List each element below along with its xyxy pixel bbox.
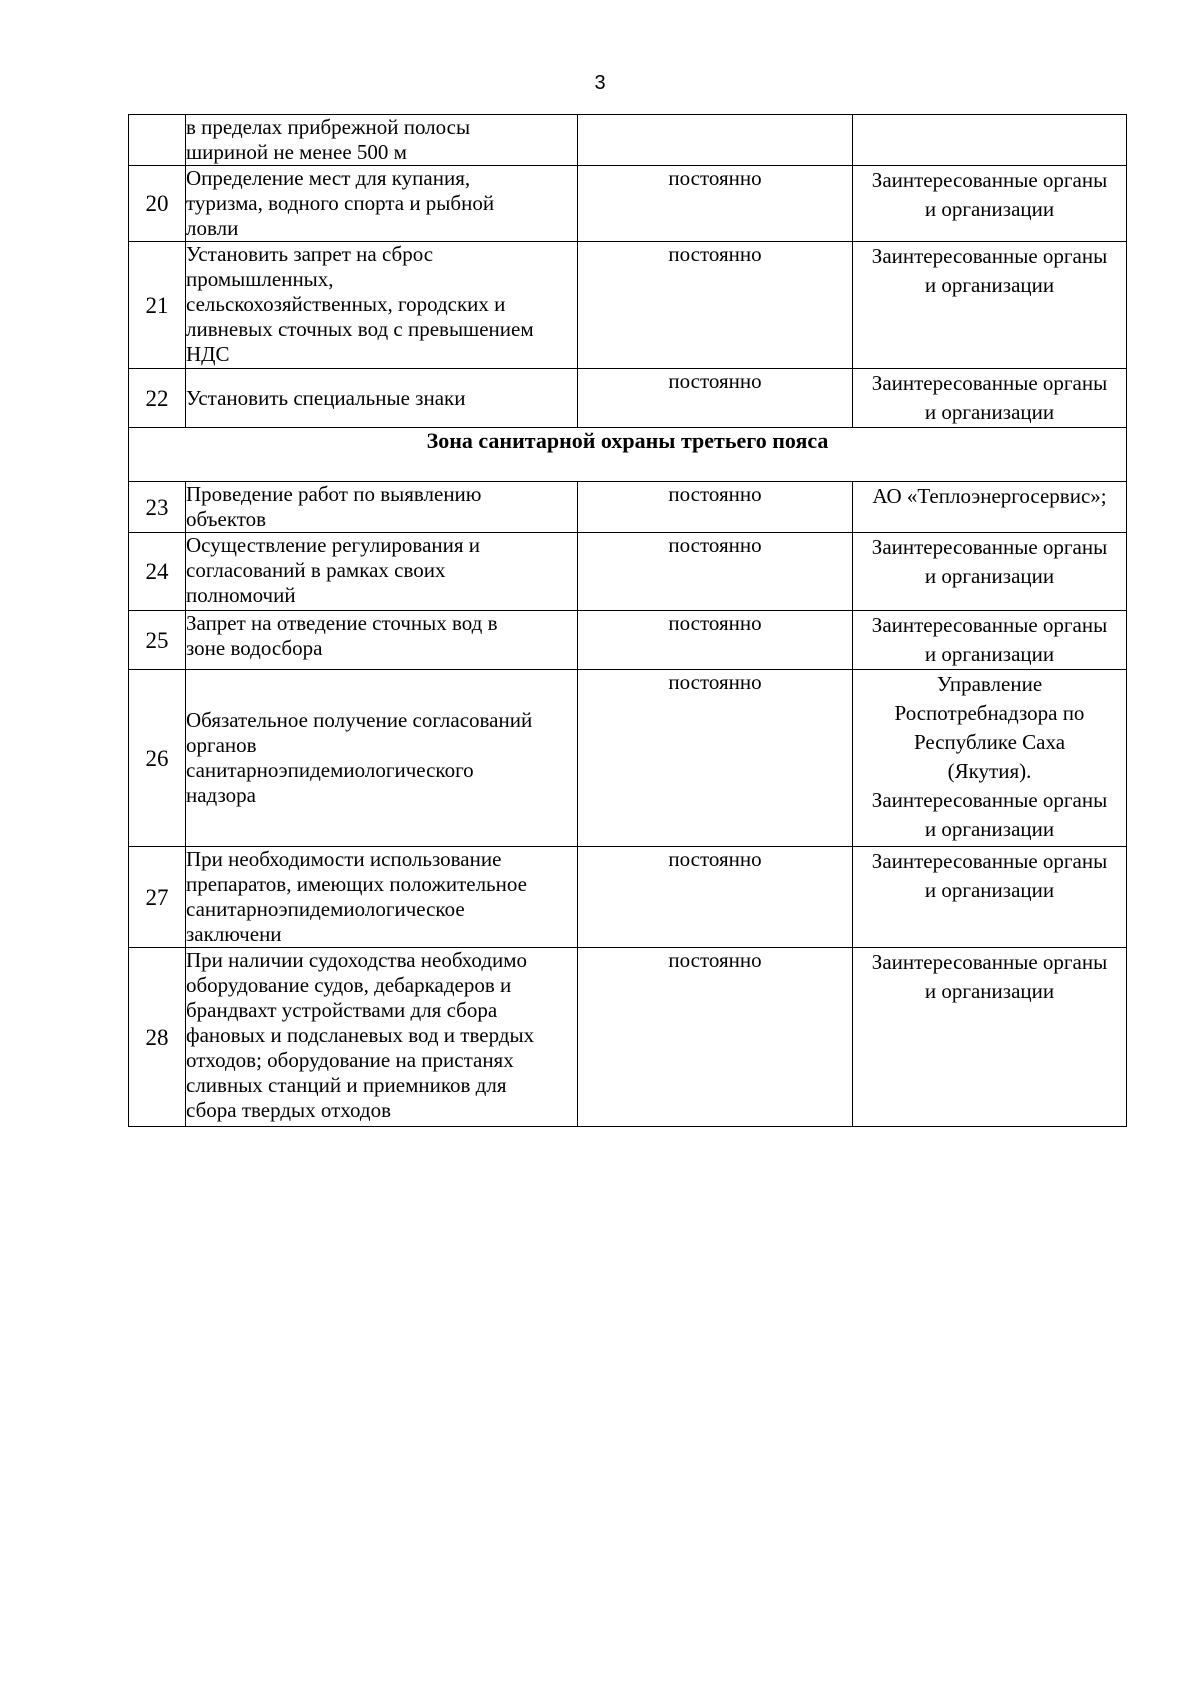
table-row	[129, 611, 1127, 670]
measure-description	[186, 369, 578, 428]
table-row	[129, 948, 1127, 1127]
cell-line: заключени	[186, 922, 282, 946]
row-number: 25	[129, 611, 186, 670]
measure-term: постоянно	[578, 482, 853, 533]
cell-line: Установить запрет на сброс	[186, 242, 434, 266]
cell-line: Обязательное получение согласований	[186, 708, 533, 732]
measure-description	[186, 533, 578, 611]
cell-line: Заинтересованные органы	[871, 244, 1108, 268]
cell-line: Осуществление регулирования и	[186, 533, 481, 557]
measure-term: постоянно	[578, 166, 853, 242]
responsible-party	[853, 166, 1127, 242]
cell-line: Проведение работ по выявлению	[186, 482, 482, 506]
cell-line: согласований в рамках своих	[186, 558, 446, 582]
row-number: 23	[129, 482, 186, 533]
cell-line: Заинтересованные органы	[871, 371, 1108, 395]
measure-description	[186, 611, 578, 670]
cell-line: Управление	[936, 672, 1043, 696]
responsible-party	[853, 115, 1127, 166]
cell-line: НДС	[186, 342, 230, 366]
measure-description	[186, 482, 578, 533]
row-number: 21	[129, 242, 186, 369]
responsible-party	[853, 533, 1127, 611]
cell-line: сбора твердых отходов	[186, 1098, 391, 1122]
cell-line: объектов	[186, 507, 267, 531]
table-row	[129, 242, 1127, 369]
measure-term: постоянно	[578, 611, 853, 670]
cell-line: Заинтересованные органы	[871, 849, 1108, 873]
cell-line: При необходимости использование	[186, 847, 502, 871]
cell-line: Заинтересованные органы	[871, 535, 1108, 559]
cell-line: сливных станций и приемников для	[186, 1073, 507, 1097]
cell-line: и организации	[924, 564, 1055, 588]
cell-line: отходов; оборудование на пристанях	[186, 1048, 514, 1072]
cell-line: Заинтересованные органы	[871, 613, 1108, 637]
cell-line: в пределах прибрежной полосы	[186, 115, 471, 139]
table-row	[129, 533, 1127, 611]
cell-line: и организации	[924, 878, 1055, 902]
row-number: 22	[129, 369, 186, 428]
row-number: 26	[129, 670, 186, 847]
cell-line: промышленных,	[186, 267, 334, 291]
cell-line: ливневых сточных вод с превышением	[186, 317, 534, 341]
cell-line: и организации	[924, 642, 1055, 666]
cell-line: и организации	[924, 400, 1055, 424]
cell-line: и организации	[924, 817, 1055, 841]
cell-line: сельскохозяйственных, городских и	[186, 292, 506, 316]
section-header-row	[129, 428, 1127, 482]
responsible-party	[853, 670, 1127, 847]
cell-line: оборудование судов, дебаркадеров и	[186, 973, 512, 997]
cell-line: Заинтересованные органы	[871, 168, 1108, 192]
measure-description	[186, 115, 578, 166]
cell-line: Заинтересованные органы	[871, 950, 1108, 974]
table-row	[129, 115, 1127, 166]
cell-line: Определение мест для купания,	[186, 166, 471, 190]
cell-line: и организации	[924, 273, 1055, 297]
measure-term: постоянно	[578, 670, 853, 847]
measures-table	[128, 114, 1127, 1127]
cell-line: Заинтересованные органы	[871, 788, 1108, 812]
responsible-party	[853, 242, 1127, 369]
cell-line: Роспотребнадзора по	[894, 701, 1085, 725]
table-row	[129, 166, 1127, 242]
measure-description	[186, 948, 578, 1127]
cell-line: (Якутия).	[947, 759, 1032, 783]
responsible-party	[853, 611, 1127, 670]
cell-line: фановых и подсланевых вод и твердых	[186, 1023, 535, 1047]
measure-term: постоянно	[578, 369, 853, 428]
row-number	[129, 115, 186, 166]
responsible-party	[853, 948, 1127, 1127]
table-row	[129, 847, 1127, 948]
cell-line: Установить специальные знаки	[186, 385, 466, 410]
table-row	[129, 670, 1127, 847]
measure-term	[578, 115, 853, 166]
cell-line: АО «Теплоэнергосервис»;	[872, 484, 1107, 508]
measure-description	[186, 670, 578, 847]
measure-term: постоянно	[578, 242, 853, 369]
responsible-party	[853, 482, 1127, 533]
cell-line: При наличии судоходства необходимо	[186, 948, 528, 972]
row-number: 28	[129, 948, 186, 1127]
cell-line: шириной не менее 500 м	[186, 140, 407, 164]
cell-line: санитарноэпидемиологическое	[186, 897, 465, 921]
cell-line: и организации	[924, 979, 1055, 1003]
cell-line: зоне водосбора	[186, 636, 323, 660]
cell-line: Республике Саха	[913, 730, 1066, 754]
measure-description	[186, 242, 578, 369]
cell-line: ловли	[186, 216, 239, 240]
table-row	[129, 369, 1127, 428]
cell-line: туризма, водного спорта и рыбной	[186, 191, 495, 215]
measure-description	[186, 847, 578, 948]
measure-term: постоянно	[578, 847, 853, 948]
responsible-party	[853, 369, 1127, 428]
section-title: Зона санитарной охраны третьего пояса	[129, 428, 1127, 482]
cell-line: препаратов, имеющих положительное	[186, 872, 527, 896]
measure-term: постоянно	[578, 948, 853, 1127]
page-number: 3	[594, 72, 606, 94]
cell-line: полномочий	[186, 583, 296, 607]
responsible-party	[853, 847, 1127, 948]
cell-line: и организации	[924, 197, 1055, 221]
row-number: 24	[129, 533, 186, 611]
cell-line: органов	[186, 733, 257, 757]
measure-term: постоянно	[578, 533, 853, 611]
row-number: 27	[129, 847, 186, 948]
cell-line: надзора	[186, 783, 256, 807]
cell-line: санитарноэпидемиологического	[186, 758, 474, 782]
table-row	[129, 482, 1127, 533]
cell-line: Запрет на отведение сточных вод в	[186, 611, 498, 635]
row-number: 20	[129, 166, 186, 242]
cell-line: брандвахт устройствами для сбора	[186, 998, 498, 1022]
measure-description	[186, 166, 578, 242]
